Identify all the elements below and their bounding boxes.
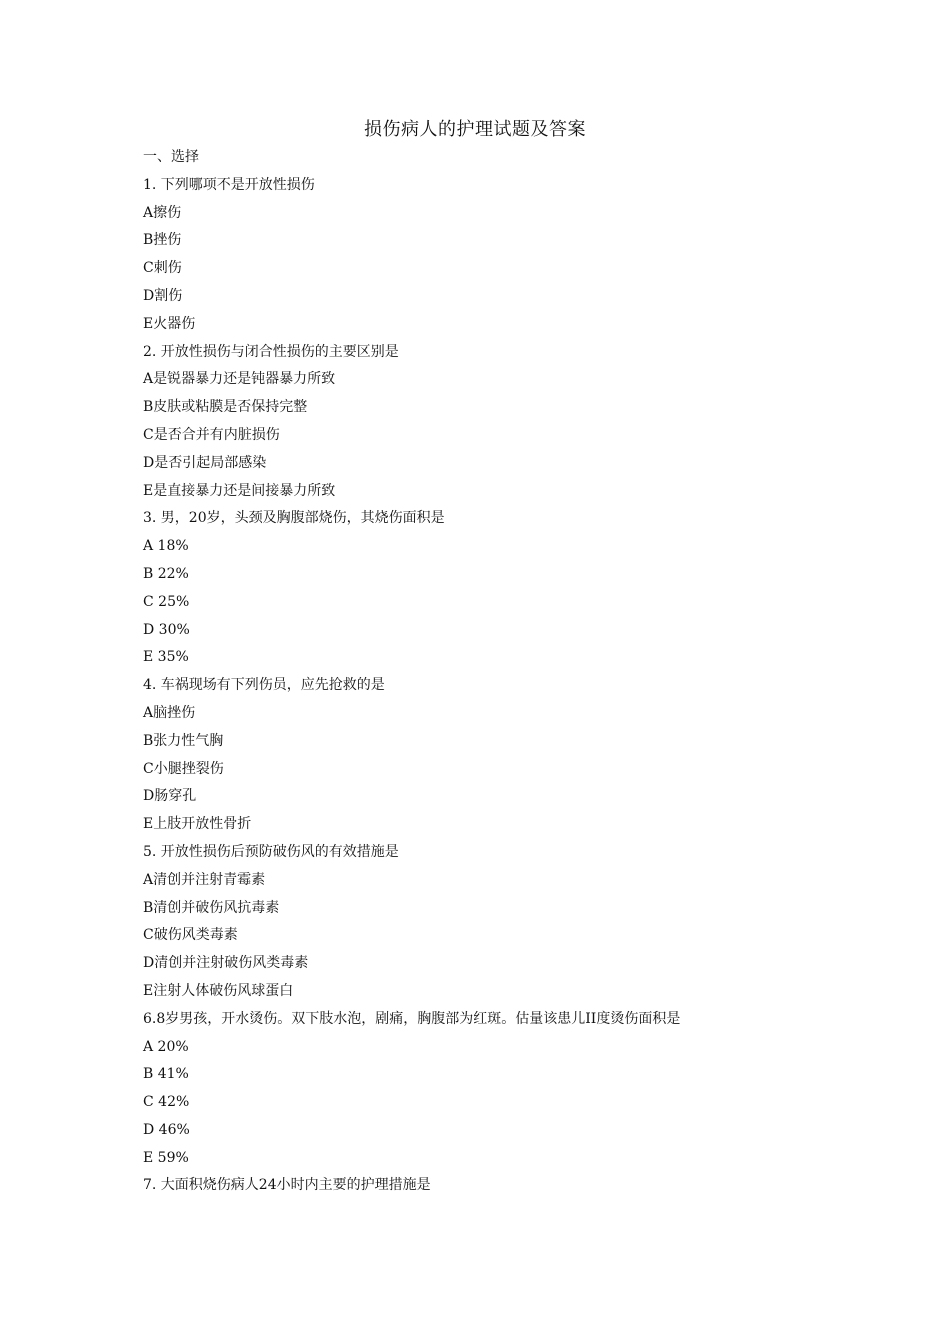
option-6c: C 42% xyxy=(143,1094,190,1111)
option-4d: D肠穿孔 xyxy=(143,788,197,805)
question-5: 5. 开放性损伤后预防破伤风的有效措施是 xyxy=(143,843,399,860)
option-1a: A擦伤 xyxy=(143,204,182,221)
option-4c: C小腿挫裂伤 xyxy=(143,760,224,777)
option-1e: E火器伤 xyxy=(143,315,196,332)
option-5b: B清创并破伤风抗毒素 xyxy=(143,899,280,916)
question-1: 1. 下列哪项不是开放性损伤 xyxy=(143,176,315,193)
option-5e: E注射人体破伤风球蛋白 xyxy=(143,982,294,999)
option-2b: B皮肤或粘膜是否保持完整 xyxy=(143,399,308,416)
question-6: 6.8岁男孩，开水烫伤。双下肢水泡，剧痛，胸腹部为红斑。估量该患儿II度烫伤面积是 xyxy=(143,1010,681,1027)
question-3: 3. 男，20岁，头颈及胸腹部烧伤，其烧伤面积是 xyxy=(143,510,445,527)
option-3b: B 22% xyxy=(143,565,189,582)
option-4e: E上肢开放性骨折 xyxy=(143,816,252,833)
page-title: 损伤病人的护理试题及答案 xyxy=(364,119,586,140)
option-1c: C刺伤 xyxy=(143,260,182,277)
option-3e: E 35% xyxy=(143,649,189,666)
question-4: 4. 车祸现场有下列伤员，应先抢救的是 xyxy=(143,677,385,694)
option-1d: D割伤 xyxy=(143,287,183,304)
option-3a: A 18% xyxy=(143,538,189,555)
option-6e: E 59% xyxy=(143,1149,189,1166)
option-6d: D 46% xyxy=(143,1121,190,1138)
option-5c: C破伤风类毒素 xyxy=(143,927,238,944)
option-5d: D清创并注射破伤风类毒素 xyxy=(143,955,309,972)
question-7: 7. 大面积烧伤病人24小时内主要的护理措施是 xyxy=(143,1177,431,1194)
option-2d: D是否引起局部感染 xyxy=(143,454,267,471)
option-3c: C 25% xyxy=(143,593,190,610)
option-2e: E是直接暴力还是间接暴力所致 xyxy=(143,482,336,499)
option-2c: C是否合并有内脏损伤 xyxy=(143,426,280,443)
option-3d: D 30% xyxy=(143,621,190,638)
section-heading: 一、选择 xyxy=(143,149,199,165)
option-6a: A 20% xyxy=(143,1038,189,1055)
document-body xyxy=(143,147,843,1203)
question-2: 2. 开放性损伤与闭合性损伤的主要区别是 xyxy=(143,343,399,360)
option-6b: B 41% xyxy=(143,1066,189,1083)
option-4b: B张力性气胸 xyxy=(143,732,224,749)
option-5a: A清创并注射青霉素 xyxy=(143,871,266,888)
option-1b: B挫伤 xyxy=(143,232,182,249)
option-4a: A脑挫伤 xyxy=(143,704,196,721)
option-2a: A是锐器暴力还是钝器暴力所致 xyxy=(143,371,336,388)
